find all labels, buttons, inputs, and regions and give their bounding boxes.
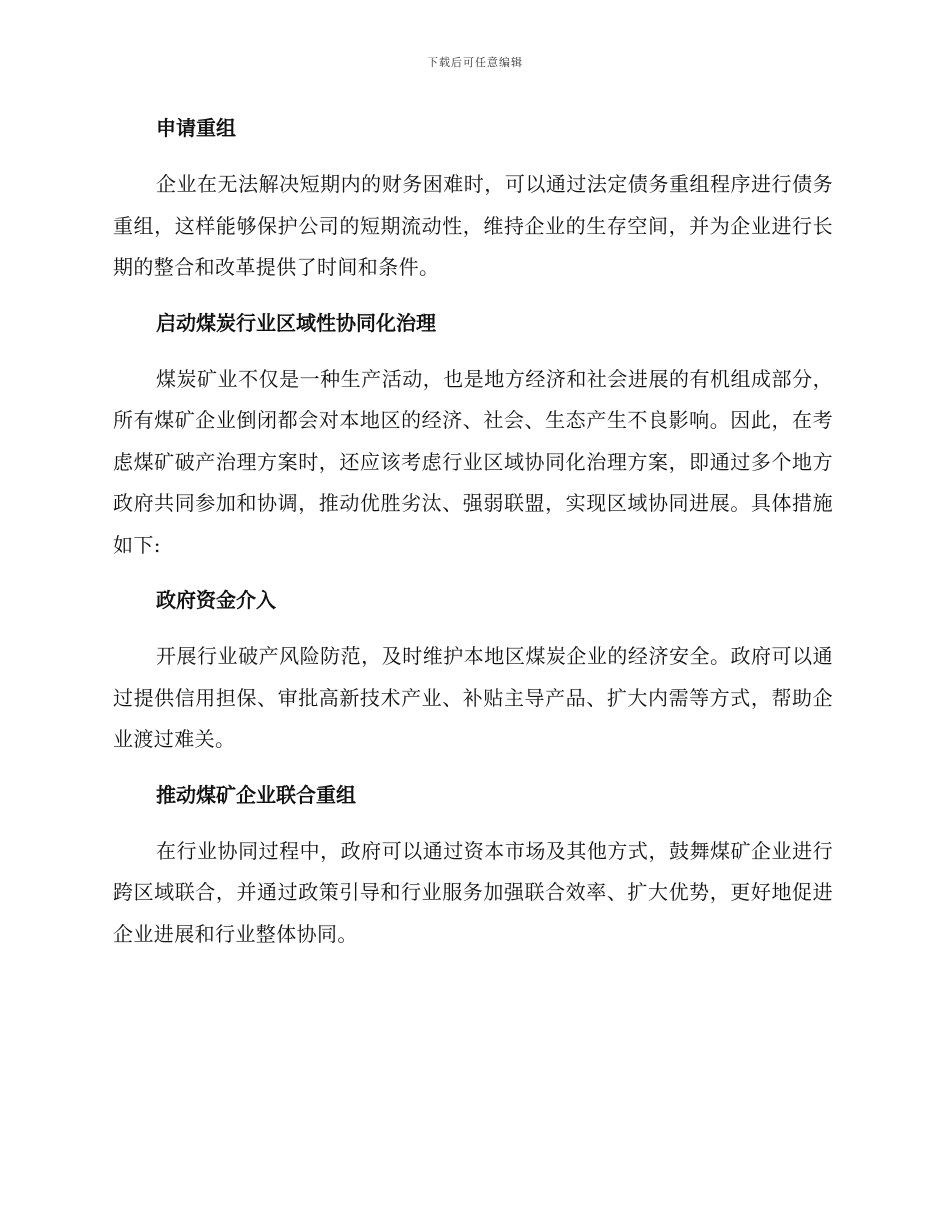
- section-heading: 启动煤炭行业区域性协同化治理: [156, 310, 436, 335]
- section-heading: 推动煤矿企业联合重组: [156, 782, 356, 807]
- page-header: 下载后可任意编辑: [427, 56, 523, 69]
- section-paragraph: 开展行业破产风险防范，及时维护本地区煤炭企业的经济安全。政府可以通过提供信用担保、审批高新技术产业、补贴主导产品、扩大内需等方式，帮助企业渡过难关。: [113, 644, 833, 751]
- section-paragraph: 煤炭矿业不仅是一种生产活动，也是地方经济和社会进展的有机组成部分，所有煤矿企业倒闭都会对本地区的经济、社会、生态产生不良影响。因此，在考虑煤矿破产治理方案时，还应该考虑行业区域协同化治理方案，即通过多个地方政府共同参加和协调，推动优胜劣汰、强弱联盟，实现区域协同进展。具体措施如下:: [113, 366, 833, 557]
- section-paragraph: 企业在无法解决短期内的财务困难时，可以通过法定债务重组程序进行债务重组，这样能够保护公司的短期流动性，维持企业的生存空间，并为企业进行长期的整合和改革提供了时间和条件。: [113, 172, 833, 279]
- section-heading: 政府资金介入: [156, 588, 276, 612]
- document-body: [113, 108, 833, 969]
- section-paragraph: 在行业协同过程中，政府可以通过资本市场及其他方式，鼓舞煤矿企业进行跨区域联合，并通过政策引导和行业服务加强联合效率、扩大优势，更好地促进企业进展和行业整体协同。: [113, 838, 833, 946]
- section-heading: 申请重组: [156, 116, 236, 140]
